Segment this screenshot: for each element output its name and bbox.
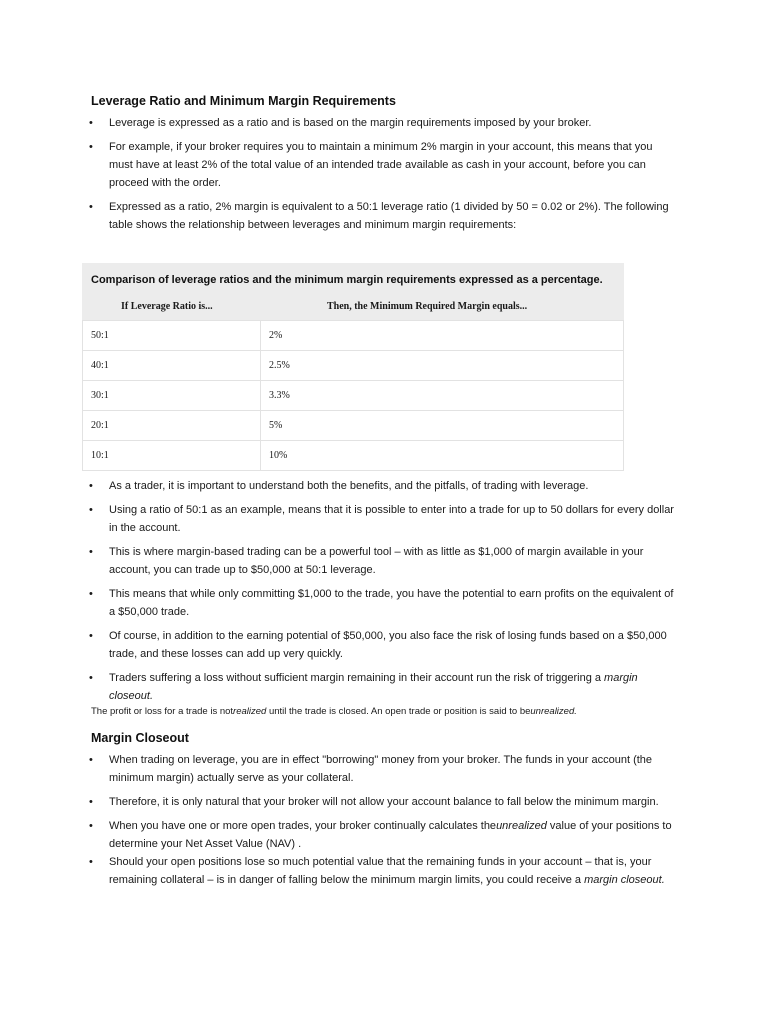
table-caption: Comparison of leverage ratios and the minimum margin requirements expressed as a percentage. — [91, 274, 603, 286]
list-item — [89, 669, 679, 705]
closeout-bullet-list — [89, 751, 679, 895]
emphasis: unrealized — [496, 820, 547, 832]
list-item: • As a trader, it is important to understand both the benefits, and the pitfalls, of trading with leverage. — [89, 477, 679, 495]
cell-leverage: 30:1 — [83, 381, 261, 411]
list-item: • Therefore, it is only natural that your broker will not allow your account balance to fall below the minimum margin. — [89, 793, 679, 811]
emphasis: realized — [233, 706, 267, 717]
cell-leverage: 10:1 — [83, 441, 261, 471]
list-item — [89, 853, 679, 889]
cell-margin: 10% — [261, 441, 624, 471]
text: Traders suffering a loss without sufficient margin remaining in their account run the risk of triggering a — [109, 672, 605, 684]
text: until the trade is closed. An open trade or position is said to be — [266, 706, 531, 717]
table-header — [82, 263, 624, 320]
emphasis: unrealized. — [530, 706, 577, 717]
column-header-margin: Then, the Minimum Required Margin equals... — [327, 301, 528, 312]
list-item: • For example, if your broker requires you to maintain a minimum 2% margin in your account, this means that you must have at least 2% of the total value of an intended trade available as cash in your account, before you can proceed with the order. — [89, 138, 679, 192]
text: value of your positions to determine your Net Asset Value (NAV) . — [109, 820, 672, 850]
cell-margin: 2.5% — [261, 351, 624, 381]
cell-leverage: 20:1 — [83, 411, 261, 441]
list-item: • This is where margin-based trading can be a powerful tool – with as little as $1,000 of margin available in your account, you can trade up to $50,000 at 50:1 leverage. — [89, 543, 679, 579]
leverage-table — [82, 263, 624, 471]
text: The profit or loss for a trade is not — [91, 706, 234, 717]
list-item — [89, 817, 679, 853]
heading-margin-closeout: Margin Closeout — [91, 731, 189, 745]
text: Should your open positions lose so much potential value that the remaining funds in your account – that is, your remaining collateral – is in danger of falling below the minimum margin limits, you could receive a — [109, 856, 652, 886]
cell-leverage: 40:1 — [83, 351, 261, 381]
table-column-headers — [91, 301, 616, 312]
cell-margin: 3.3% — [261, 381, 624, 411]
column-header-leverage: If Leverage Ratio is... — [121, 301, 213, 312]
emphasis: margin closeout. — [584, 874, 665, 886]
list-item: • Leverage is expressed as a ratio and is based on the margin requirements imposed by your broker. — [89, 114, 679, 132]
list-item: • Expressed as a ratio, 2% margin is equivalent to a 50:1 leverage ratio (1 divided by 50 = 0.02 or 2%). The following table shows the relationship between leverages and minimum margin requirements: — [89, 198, 679, 234]
text: When you have one or more open trades, your broker continually calculates the — [109, 820, 497, 832]
list-item: • When trading on leverage, you are in effect "borrowing" money from your broker. The funds in your account (the minimum margin) actually serve as your collateral. — [89, 751, 679, 787]
heading-leverage-ratio: Leverage Ratio and Minimum Margin Requirements — [91, 94, 396, 108]
table-row — [83, 411, 624, 441]
list-item: • This means that while only committing $1,000 to the trade, you have the potential to earn profits on the equivalent of a $50,000 trade. — [89, 585, 679, 621]
leverage-bullet-list — [89, 114, 679, 240]
table-row — [83, 321, 624, 351]
table-row — [83, 351, 624, 381]
table-body — [82, 320, 624, 471]
cell-margin: 5% — [261, 411, 624, 441]
list-item: • Of course, in addition to the earning potential of $50,000, you also face the risk of losing funds based on a $50,000 trade, and these losses can add up very quickly. — [89, 627, 679, 663]
emphasis: margin closeout. — [109, 672, 638, 702]
cell-margin: 2% — [261, 321, 624, 351]
list-item: • Using a ratio of 50:1 as an example, means that it is possible to enter into a trade for up to 50 dollars for every dollar in the account. — [89, 501, 679, 537]
trading-bullet-list — [89, 477, 679, 711]
realized-note — [91, 706, 651, 717]
table-row — [83, 441, 624, 471]
cell-leverage: 50:1 — [83, 321, 261, 351]
table-row — [83, 381, 624, 411]
